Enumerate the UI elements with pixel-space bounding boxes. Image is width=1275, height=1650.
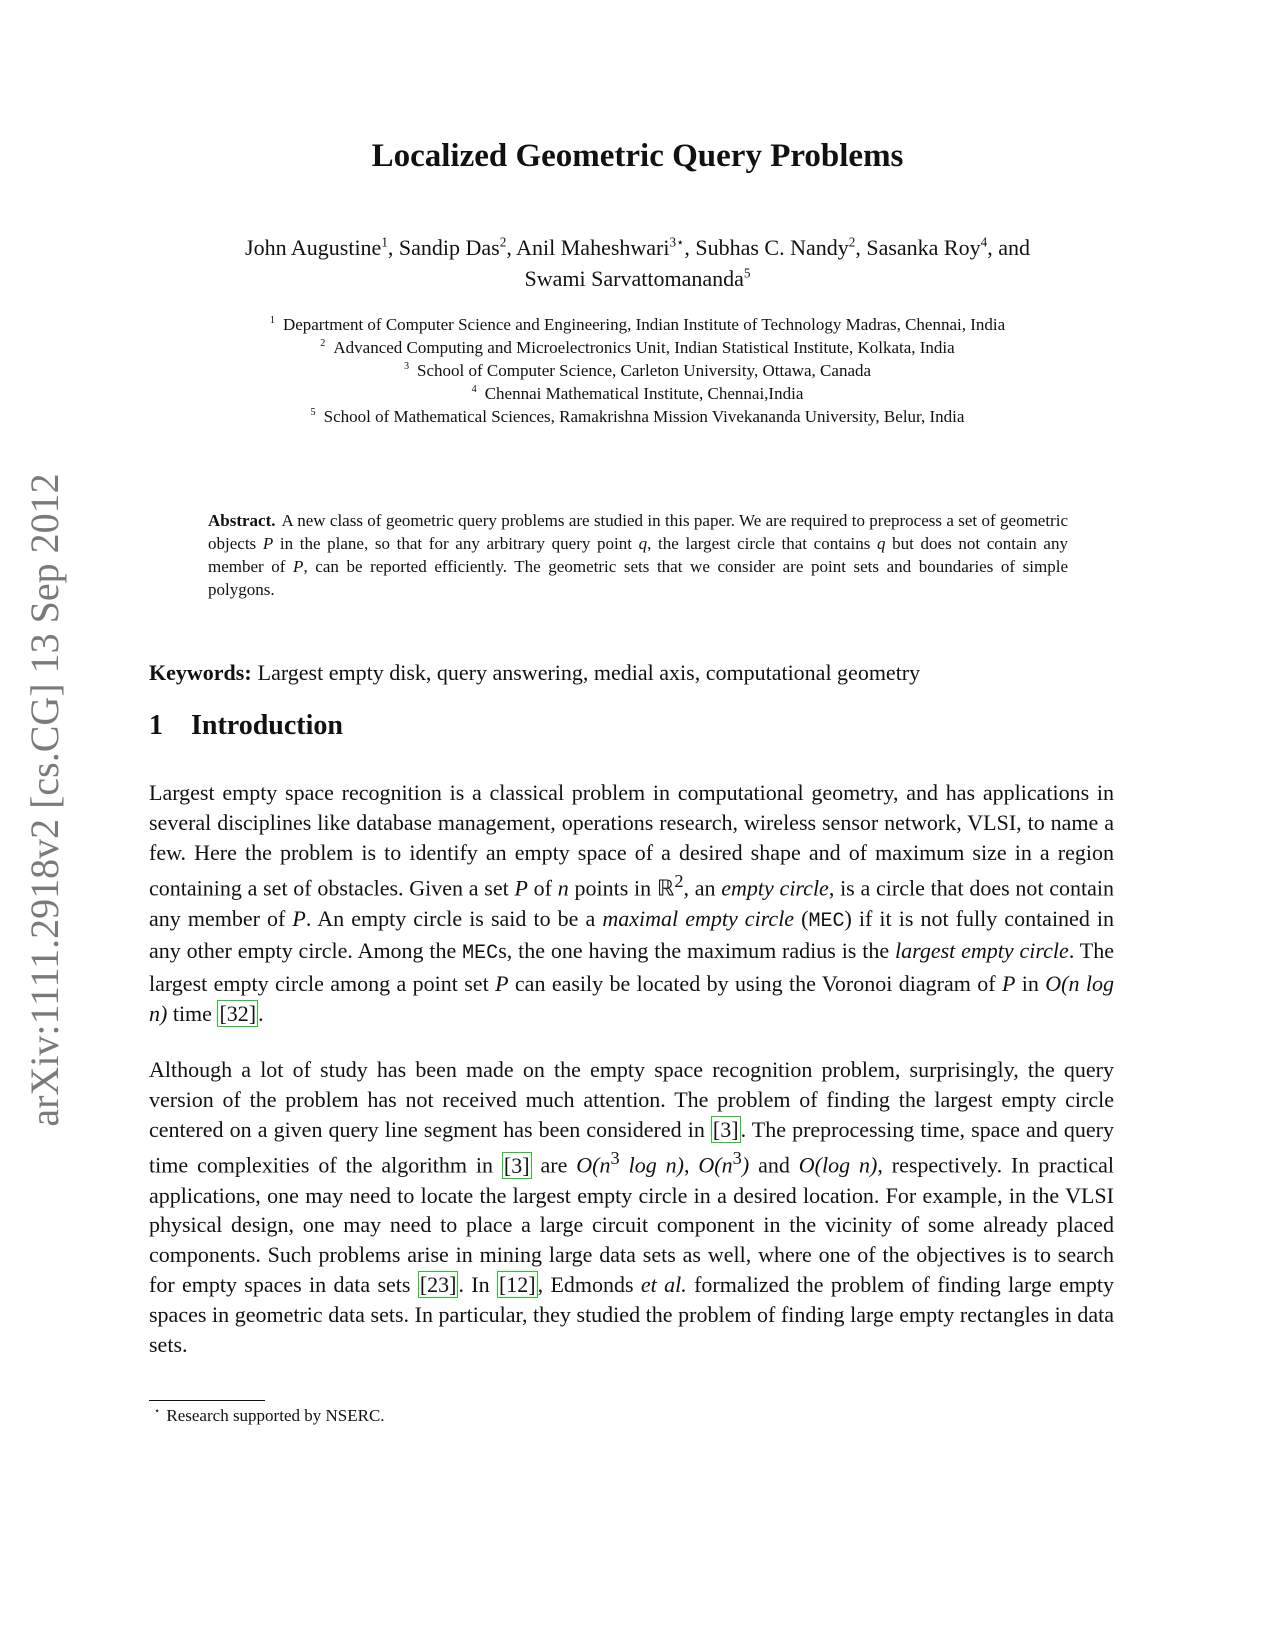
text-run: . The preprocessing time, space and query time complexities of the algorithm in bbox=[149, 1116, 1114, 1178]
math-variable: q bbox=[638, 534, 648, 553]
text-run: time bbox=[167, 1000, 218, 1026]
code-term: MEC bbox=[462, 942, 499, 966]
math-superscript: 2 bbox=[674, 871, 684, 892]
affiliation-number: 5 bbox=[310, 407, 316, 419]
affiliation-item bbox=[140, 313, 1135, 336]
math-variable: P bbox=[1001, 971, 1016, 997]
math-variable: P bbox=[293, 557, 304, 576]
affiliation-number: 4 bbox=[471, 384, 477, 396]
affiliation-item bbox=[140, 336, 1135, 359]
emphasis: largest empty circle bbox=[894, 938, 1069, 964]
math-superscript: 3 bbox=[732, 1148, 742, 1169]
affiliation-number: 3 bbox=[403, 361, 410, 373]
text-run: Although a lot of study has been made on the empty space recognition problem, surprisingly, the query version of the problem has not received much attention. The problem of finding the largest empty circle centered on a given query line segment has been considered in bbox=[149, 1057, 1114, 1142]
text-run: , respectively. In practical applications, one may need to locate the largest empty circle in a desired location. For example, in the VLSI physical design, one may need to place a large circuit component in the vicinity of some already placed components. Such problems arise in mining large data sets as well, where one of the objectives is to search for empty spaces in data sets bbox=[149, 1152, 1115, 1297]
text-run: , Edmonds bbox=[537, 1271, 641, 1297]
affiliation-number: 1 bbox=[269, 315, 275, 327]
text-run: . An empty circle is said to be a bbox=[305, 905, 603, 931]
text-run: Largest empty space recognition is a classical problem in computational geometry, and has applications in several disciplines like database management, operations research, wireless sensor network, VLSI, to name a few. Here the problem is to identify an empty space of a desired shape and of maximum size in a region containing a set of obstacles. Given a set bbox=[149, 780, 1114, 901]
text-run: are bbox=[531, 1152, 577, 1178]
abstract-label: Abstract. bbox=[208, 511, 276, 530]
text-run: . bbox=[258, 1000, 264, 1026]
section-heading bbox=[149, 710, 1129, 742]
abstract bbox=[208, 509, 1068, 601]
affiliation-text: Department of Computer Science and Engineering, Indian Institute of Technology Madras, Chennai, India bbox=[282, 315, 1006, 334]
affiliation-item bbox=[140, 359, 1135, 382]
footnote bbox=[154, 1406, 385, 1426]
math-expression: ) bbox=[741, 1152, 750, 1178]
keywords-label: Keywords: bbox=[149, 660, 252, 685]
emphasis: maximal empty circle bbox=[602, 905, 795, 931]
affiliation-text: School of Mathematical Sciences, Ramakrishna Mission Vivekananda University, Belur, India bbox=[323, 407, 965, 426]
text-run: . In bbox=[458, 1271, 497, 1297]
section-title: Introduction bbox=[191, 710, 343, 741]
affiliation-text: Chennai Mathematical Institute, Chennai,India bbox=[484, 384, 804, 403]
citation-link[interactable]: [12] bbox=[498, 1271, 536, 1297]
text-run: can easily be located by using the Voronoi diagram of bbox=[508, 971, 1002, 997]
emphasis: et al. bbox=[640, 1271, 687, 1297]
author-name: , Sasanka Roy bbox=[855, 235, 981, 260]
text-run: , an bbox=[683, 875, 722, 901]
citation-link[interactable]: [3] bbox=[712, 1116, 739, 1142]
author-list-conjunction: , and bbox=[987, 235, 1030, 260]
abstract-text: , can be reported efficiently. The geometric sets that we consider are point sets and boundaries of simple polygons. bbox=[208, 557, 1068, 599]
abstract-text: , the largest circle that contains bbox=[647, 534, 877, 553]
text-run: ) if it is not fully contained in any other empty circle. Among the bbox=[149, 905, 1115, 964]
text-run: points in bbox=[568, 875, 657, 901]
citation-link[interactable]: [32] bbox=[219, 1000, 257, 1026]
math-variable: q bbox=[877, 534, 886, 553]
keywords-text: Largest empty disk, query answering, medial axis, computational geometry bbox=[257, 660, 921, 685]
author-name: , Sandip Das bbox=[387, 235, 500, 260]
citation-link[interactable]: [3] bbox=[503, 1152, 530, 1178]
author-affiliation-mark: 4 bbox=[980, 234, 988, 250]
abstract-text: but does not contain any member of bbox=[208, 534, 1068, 576]
author-name: , Subhas C. Nandy bbox=[684, 235, 849, 260]
paragraph-2 bbox=[149, 1055, 1114, 1359]
abstract-text: A new class of geometric query problems are studied in this paper. We are required to preprocess a set of geometric objects bbox=[208, 511, 1068, 553]
affiliation-item bbox=[140, 382, 1135, 405]
affiliation-list bbox=[140, 313, 1135, 428]
text-run: , is a circle that does not contain any member of bbox=[149, 875, 1115, 931]
math-superscript: 3 bbox=[610, 1148, 620, 1169]
text-run: s, the one having the maximum radius is the bbox=[498, 938, 895, 964]
author-name: Swami Sarvattomananda bbox=[524, 266, 744, 291]
footnote-mark: ⋆ bbox=[154, 1406, 161, 1418]
affiliation-number: 2 bbox=[320, 338, 326, 350]
section-number: 1 bbox=[149, 710, 163, 741]
math-symbol: ℝ bbox=[656, 875, 675, 901]
affiliation-text: Advanced Computing and Microelectronics Unit, Indian Statistical Institute, Kolkata, India bbox=[333, 338, 955, 357]
text-run: ( bbox=[794, 905, 809, 931]
author-list bbox=[140, 232, 1135, 294]
text-run: . The largest empty circle among a point set bbox=[149, 938, 1114, 997]
author-affiliation-mark: 2 bbox=[848, 234, 856, 250]
author-affiliation-mark: 5 bbox=[743, 265, 751, 281]
arxiv-identifier-stamp: arXiv:1111.2918v2 [cs.CG] 13 Sep 2012 bbox=[22, 473, 67, 1127]
author-affiliation-mark: 2 bbox=[499, 234, 507, 250]
math-expression: log n) bbox=[619, 1152, 684, 1178]
footnote-rule bbox=[149, 1400, 265, 1401]
code-term: MEC bbox=[808, 909, 845, 933]
text-run: formalized the problem of finding large empty spaces in geometric data sets. In particular, they studied the problem of finding large empty rectangles in data sets. bbox=[149, 1271, 1114, 1357]
footnote-text: Research supported by NSERC. bbox=[166, 1406, 385, 1425]
author-name: John Augustine bbox=[245, 235, 382, 260]
affiliation-text: School of Computer Science, Carleton University, Ottawa, Canada bbox=[417, 361, 872, 380]
math-variable: P bbox=[495, 971, 509, 997]
text-run: in bbox=[1015, 971, 1046, 997]
emphasis: empty circle bbox=[721, 875, 829, 901]
math-variable: P bbox=[262, 534, 274, 553]
author-name: , Anil Maheshwari bbox=[506, 235, 670, 260]
author-affiliation-mark: 3⋆ bbox=[669, 234, 685, 250]
math-expression: O(n bbox=[576, 1152, 611, 1178]
citation-link[interactable]: [23] bbox=[419, 1271, 457, 1297]
math-expression: O(n bbox=[698, 1152, 733, 1178]
text-run: , bbox=[683, 1152, 699, 1178]
paragraph-1 bbox=[149, 778, 1114, 1029]
affiliation-item bbox=[140, 405, 1135, 428]
keywords bbox=[149, 660, 1129, 686]
math-variable: P bbox=[514, 875, 528, 901]
paper-title: Localized Geometric Query Problems bbox=[371, 138, 904, 174]
math-variable: P bbox=[292, 905, 306, 931]
text-run: of bbox=[527, 875, 558, 901]
math-variable: n bbox=[557, 875, 569, 901]
math-expression: O(n log n) bbox=[149, 971, 1114, 1026]
text-run: and bbox=[749, 1152, 799, 1178]
abstract-text: in the plane, so that for any arbitrary query point bbox=[273, 534, 639, 553]
math-expression: O(log n) bbox=[798, 1152, 878, 1178]
author-affiliation-mark: 1 bbox=[381, 234, 388, 250]
